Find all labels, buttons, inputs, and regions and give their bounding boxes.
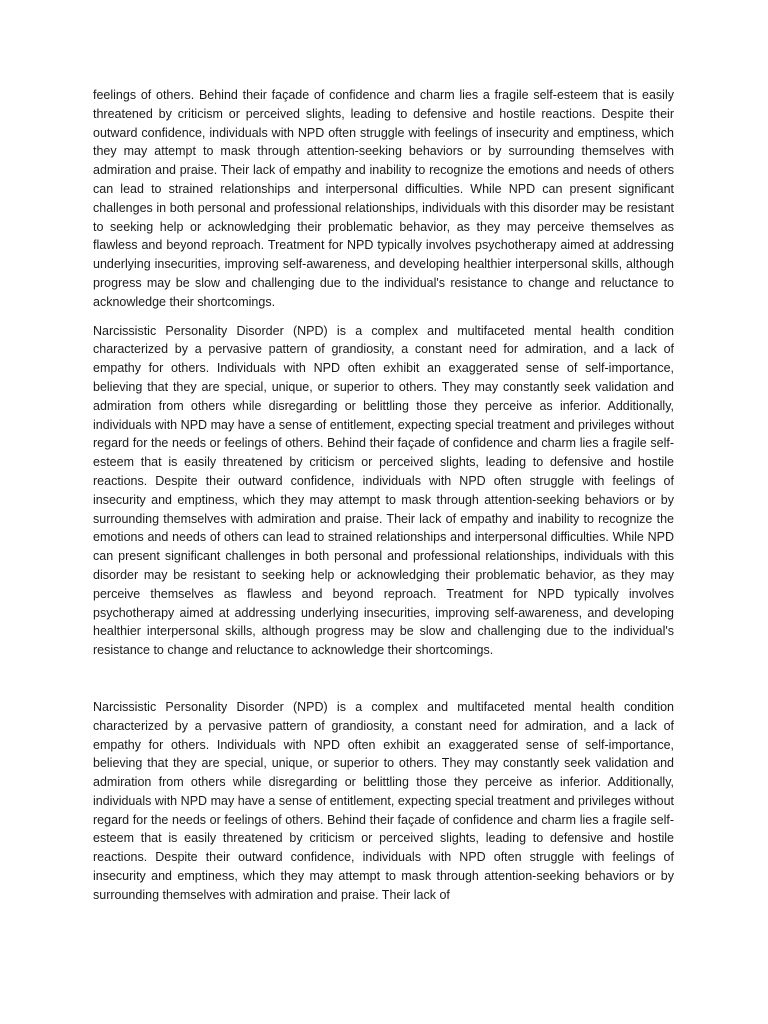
paragraph-1: feelings of others. Behind their façade of confidence and charm lies a fragile self-esteem that is easily threatened by criticism or perceived slights, leading to defensive and hostile reactions. Despite their outward confidence, individuals with NPD often struggle with feelings of insecurity and emptiness, which they may attempt to mask through attention-seeking behaviors or by surrounding themselves with admiration and praise. Their lack of empathy and inability to recognize the emotions and needs of others can lead to strained relationships and interpersonal difficulties. While NPD can present significant challenges in both personal and professional relationships, individuals with this disorder may be resistant to seeking help or acknowledging their problematic behavior, as they may perceive themselves as flawless and beyond reproach. Treatment for NPD typically involves psychotherapy aimed at addressing underlying insecurities, improving self-awareness, and developing healthier interpersonal skills, although progress may be slow and challenging due to the individual's resistance to change and reluctance to acknowledge their shortcomings. — [93, 88, 674, 309]
paragraph-3: Narcissistic Personality Disorder (NPD) is a complex and multifaceted mental health condition characterized by a pervasive pattern of grandiosity, a constant need for admiration, and a lack of empathy for others. Individuals with NPD often exhibit an exaggerated sense of self-importance, believing that they are special, unique, or superior to others. They may constantly seek validation and admiration from others while disregarding or belittling those they perceive as inferior. Additionally, individuals with NPD may have a sense of entitlement, expecting special treatment and privileges without regard for the needs or feelings of others. Behind their façade of confidence and charm lies a fragile self-esteem that is easily threatened by criticism or perceived slights, leading to defensive and hostile reactions. Despite their outward confidence, individuals with NPD often struggle with feelings of insecurity and emptiness, which they may attempt to mask through attention-seeking behaviors or by surrounding themselves with admiration and praise. Their lack of — [93, 699, 674, 902]
paragraph-2: Narcissistic Personality Disorder (NPD) is a complex and multifaceted mental health condition characterized by a pervasive pattern of grandiosity, a constant need for admiration, and a lack of empathy for others. Individuals with NPD often exhibit an exaggerated sense of self-importance, believing that they are special, unique, or superior to others. They may constantly seek validation and admiration from others while disregarding or belittling those they perceive as inferior. Additionally, individuals with NPD may have a sense of entitlement, expecting special treatment and privileges without regard for the needs or feelings of others. Behind their façade of confidence and charm lies a fragile self-esteem that is easily threatened by criticism or perceived slights, leading to defensive and hostile reactions. Despite their outward confidence, individuals with NPD often struggle with feelings of insecurity and emptiness, which they may attempt to mask through attention-seeking behaviors or by surrounding themselves with admiration and praise. Their lack of empathy and inability to recognize the emotions and needs of others can lead to strained relationships and interpersonal difficulties. While NPD can present significant challenges in both personal and professional relationships, individuals with this disorder may be resistant to seeking help or acknowledging their problematic behavior, as they may perceive themselves as flawless and beyond reproach. Treatment for NPD typically involves psychotherapy aimed at addressing underlying insecurities, improving self-awareness, and developing healthier interpersonal skills, although progress may be slow and challenging due to the individual's resistance to change and reluctance to acknowledge their shortcomings. — [93, 323, 674, 658]
document-body — [93, 86, 674, 905]
